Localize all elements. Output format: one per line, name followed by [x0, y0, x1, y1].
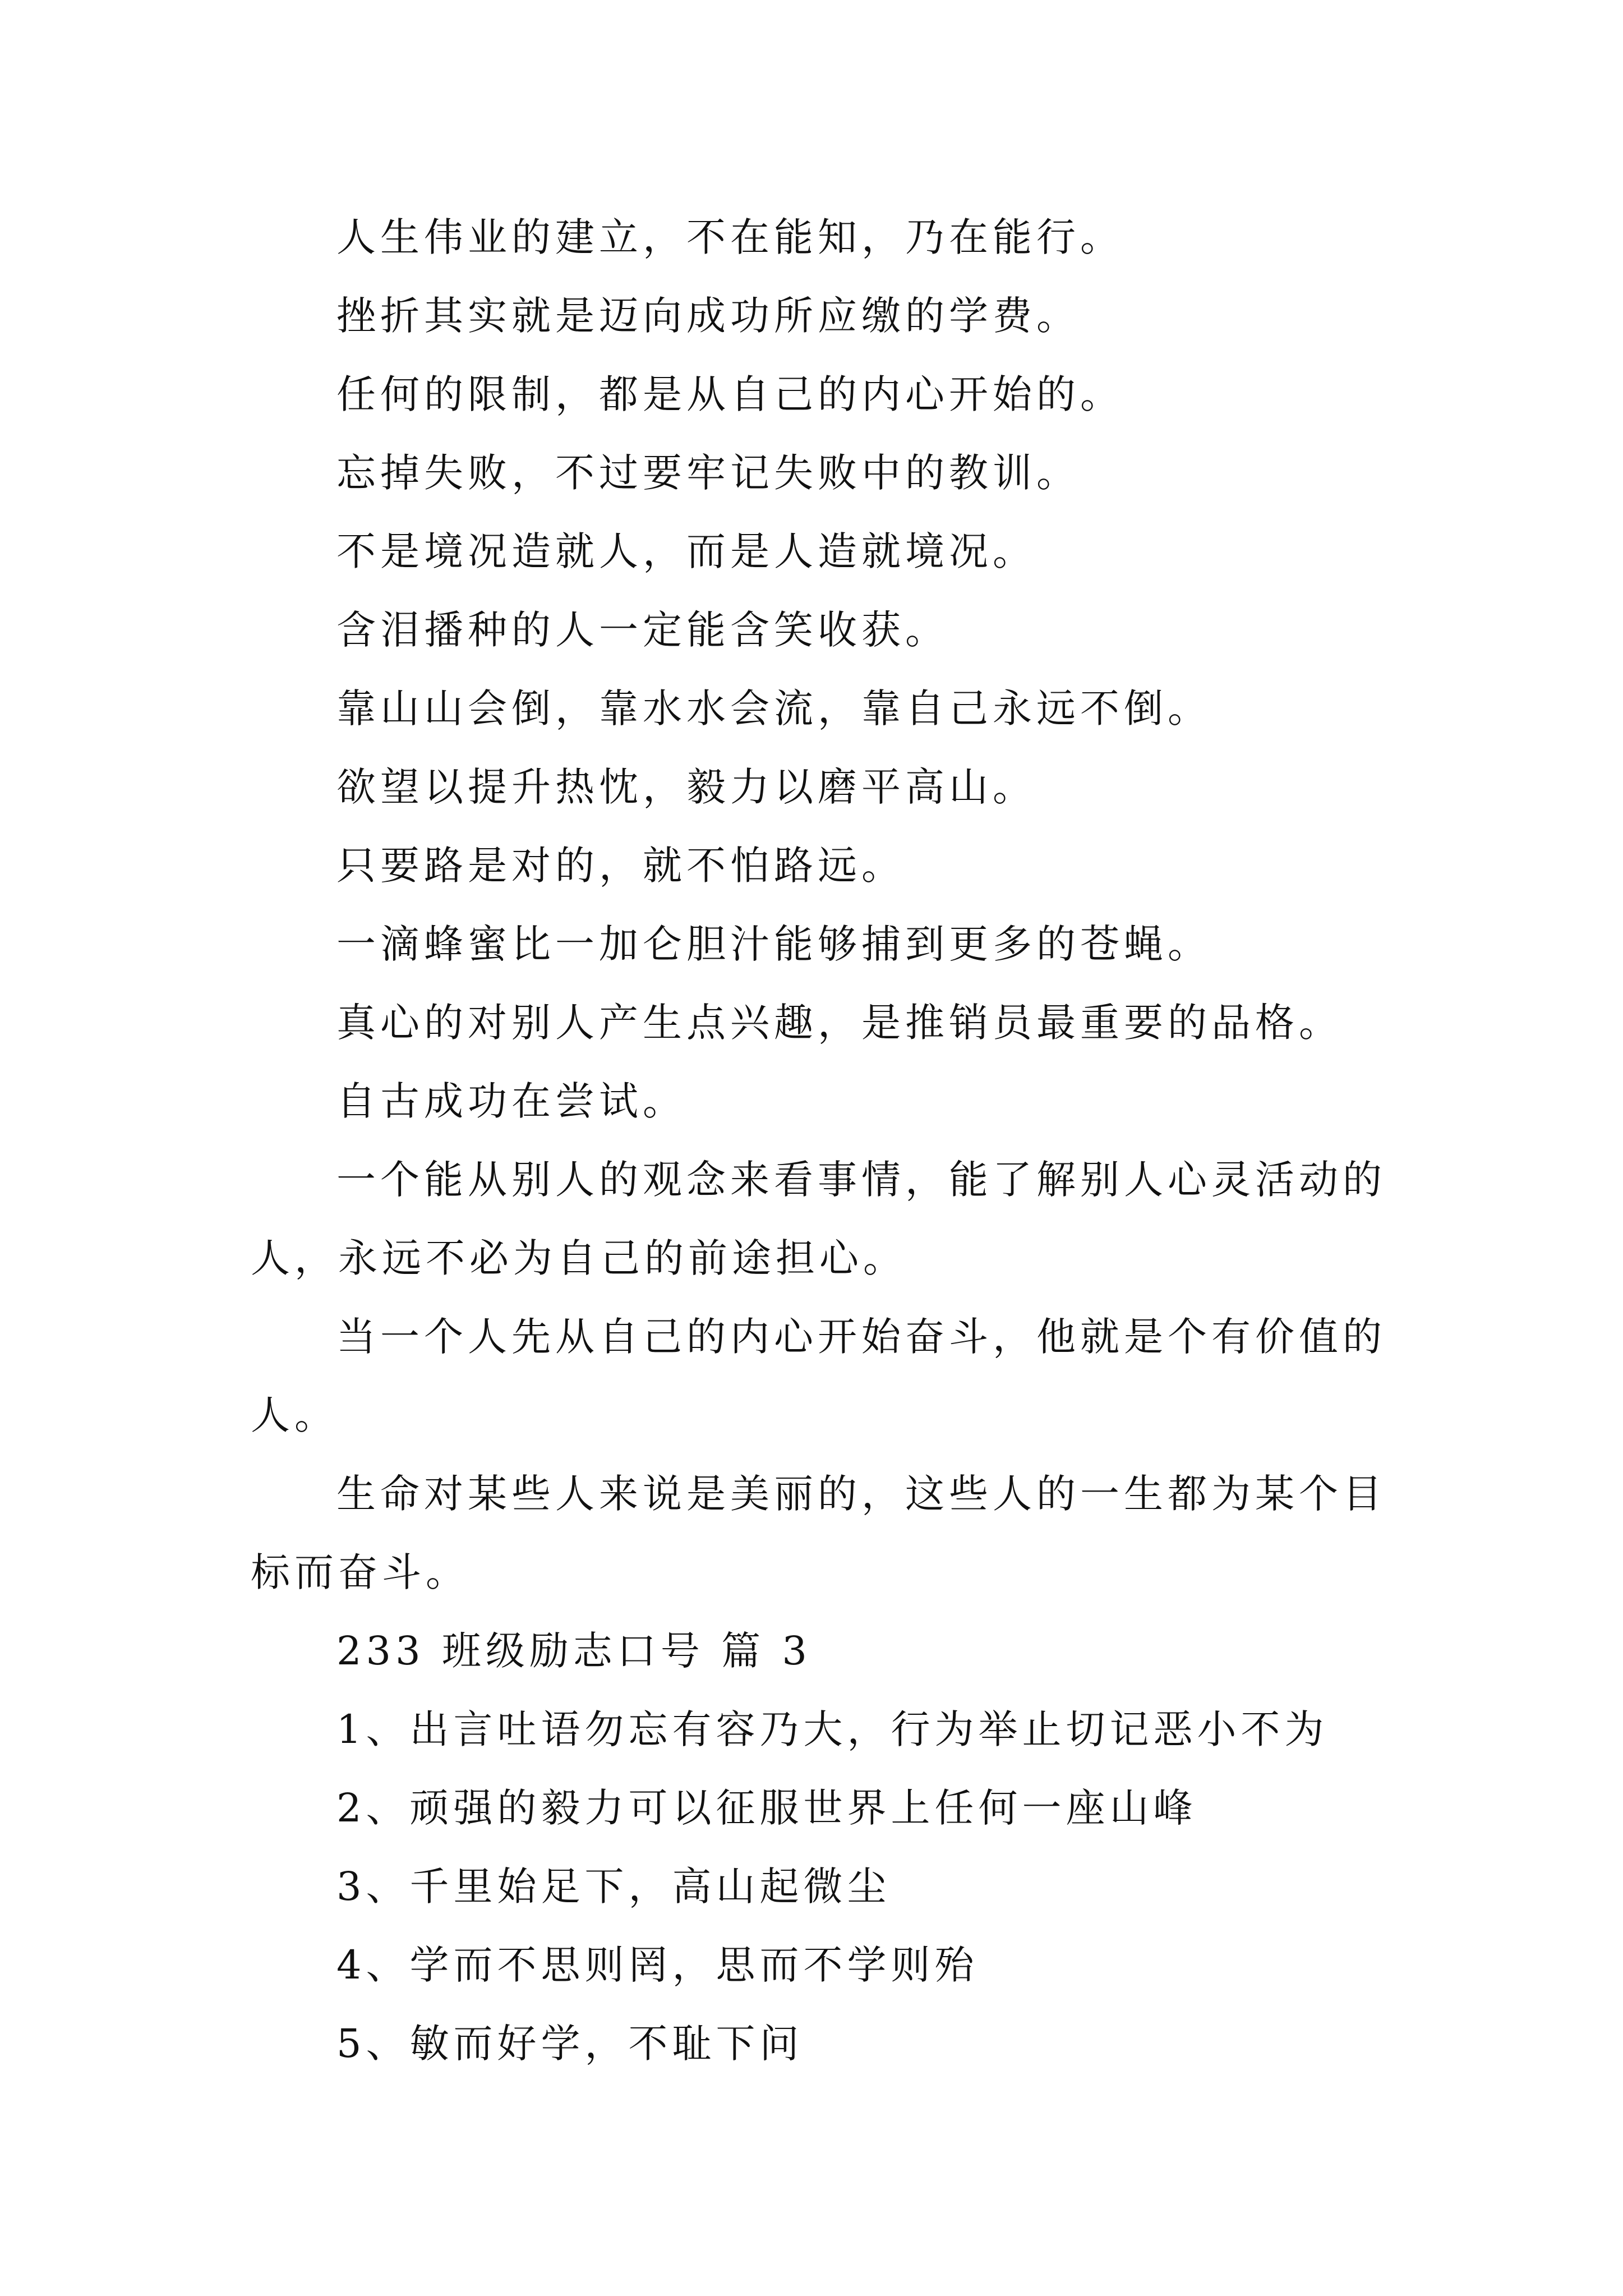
paragraph: 忘掉失败，不过要牢记失败中的教训。 [336, 450, 1080, 496]
paragraph: 只要路是对的，就不怕路远。 [336, 843, 905, 889]
list-item: 3、千里始足下，高山起微尘 [336, 1864, 891, 1910]
paragraph: 当一个人先从自己的内心开始奋斗，他就是个有价值的人。 [251, 1314, 1386, 1438]
paragraph: 一滴蜂蜜比一加仑胆汁能够捕到更多的苍蝇。 [336, 921, 1211, 967]
list-item: 2、顽强的毅力可以征服世界上任何一座山峰 [336, 1785, 1197, 1831]
paragraph: 一个能从别人的观念来看事情，能了解别人心灵活动的人，永远不必为自己的前途担心。 [251, 1157, 1386, 1281]
list-item: 5、敏而好学，不耻下问 [336, 2021, 804, 2067]
paragraph: 含泪播种的人一定能含笑收获。 [336, 607, 949, 653]
paragraph: 自古成功在尝试。 [336, 1078, 686, 1124]
paragraph: 靠山山会倒，靠水水会流，靠自己永远不倒。 [336, 685, 1211, 731]
list-item: 1、出言吐语勿忘有容乃大，行为举止切记恶小不为 [336, 1706, 1329, 1752]
list-item: 4、学而不思则罔，思而不学则殆 [336, 1942, 979, 1988]
paragraph: 挫折其实就是迈向成功所应缴的学费。 [336, 293, 1080, 339]
paragraph: 不是境况造就人，而是人造就境况。 [336, 528, 1036, 574]
paragraph: 真心的对别人产生点兴趣，是推销员最重要的品格。 [336, 1000, 1343, 1046]
paragraph: 人生伟业的建立，不在能知，乃在能行。 [336, 214, 1124, 260]
paragraph: 欲望以提升热忱，毅力以磨平高山。 [336, 764, 1036, 810]
section-heading: 233 班级励志口号 篇 3 [336, 1628, 811, 1674]
paragraph: 任何的限制，都是从自己的内心开始的。 [336, 371, 1124, 417]
paragraph: 生命对某些人来说是美丽的，这些人的一生都为某个目标而奋斗。 [251, 1471, 1386, 1595]
document-body [251, 198, 1389, 2083]
